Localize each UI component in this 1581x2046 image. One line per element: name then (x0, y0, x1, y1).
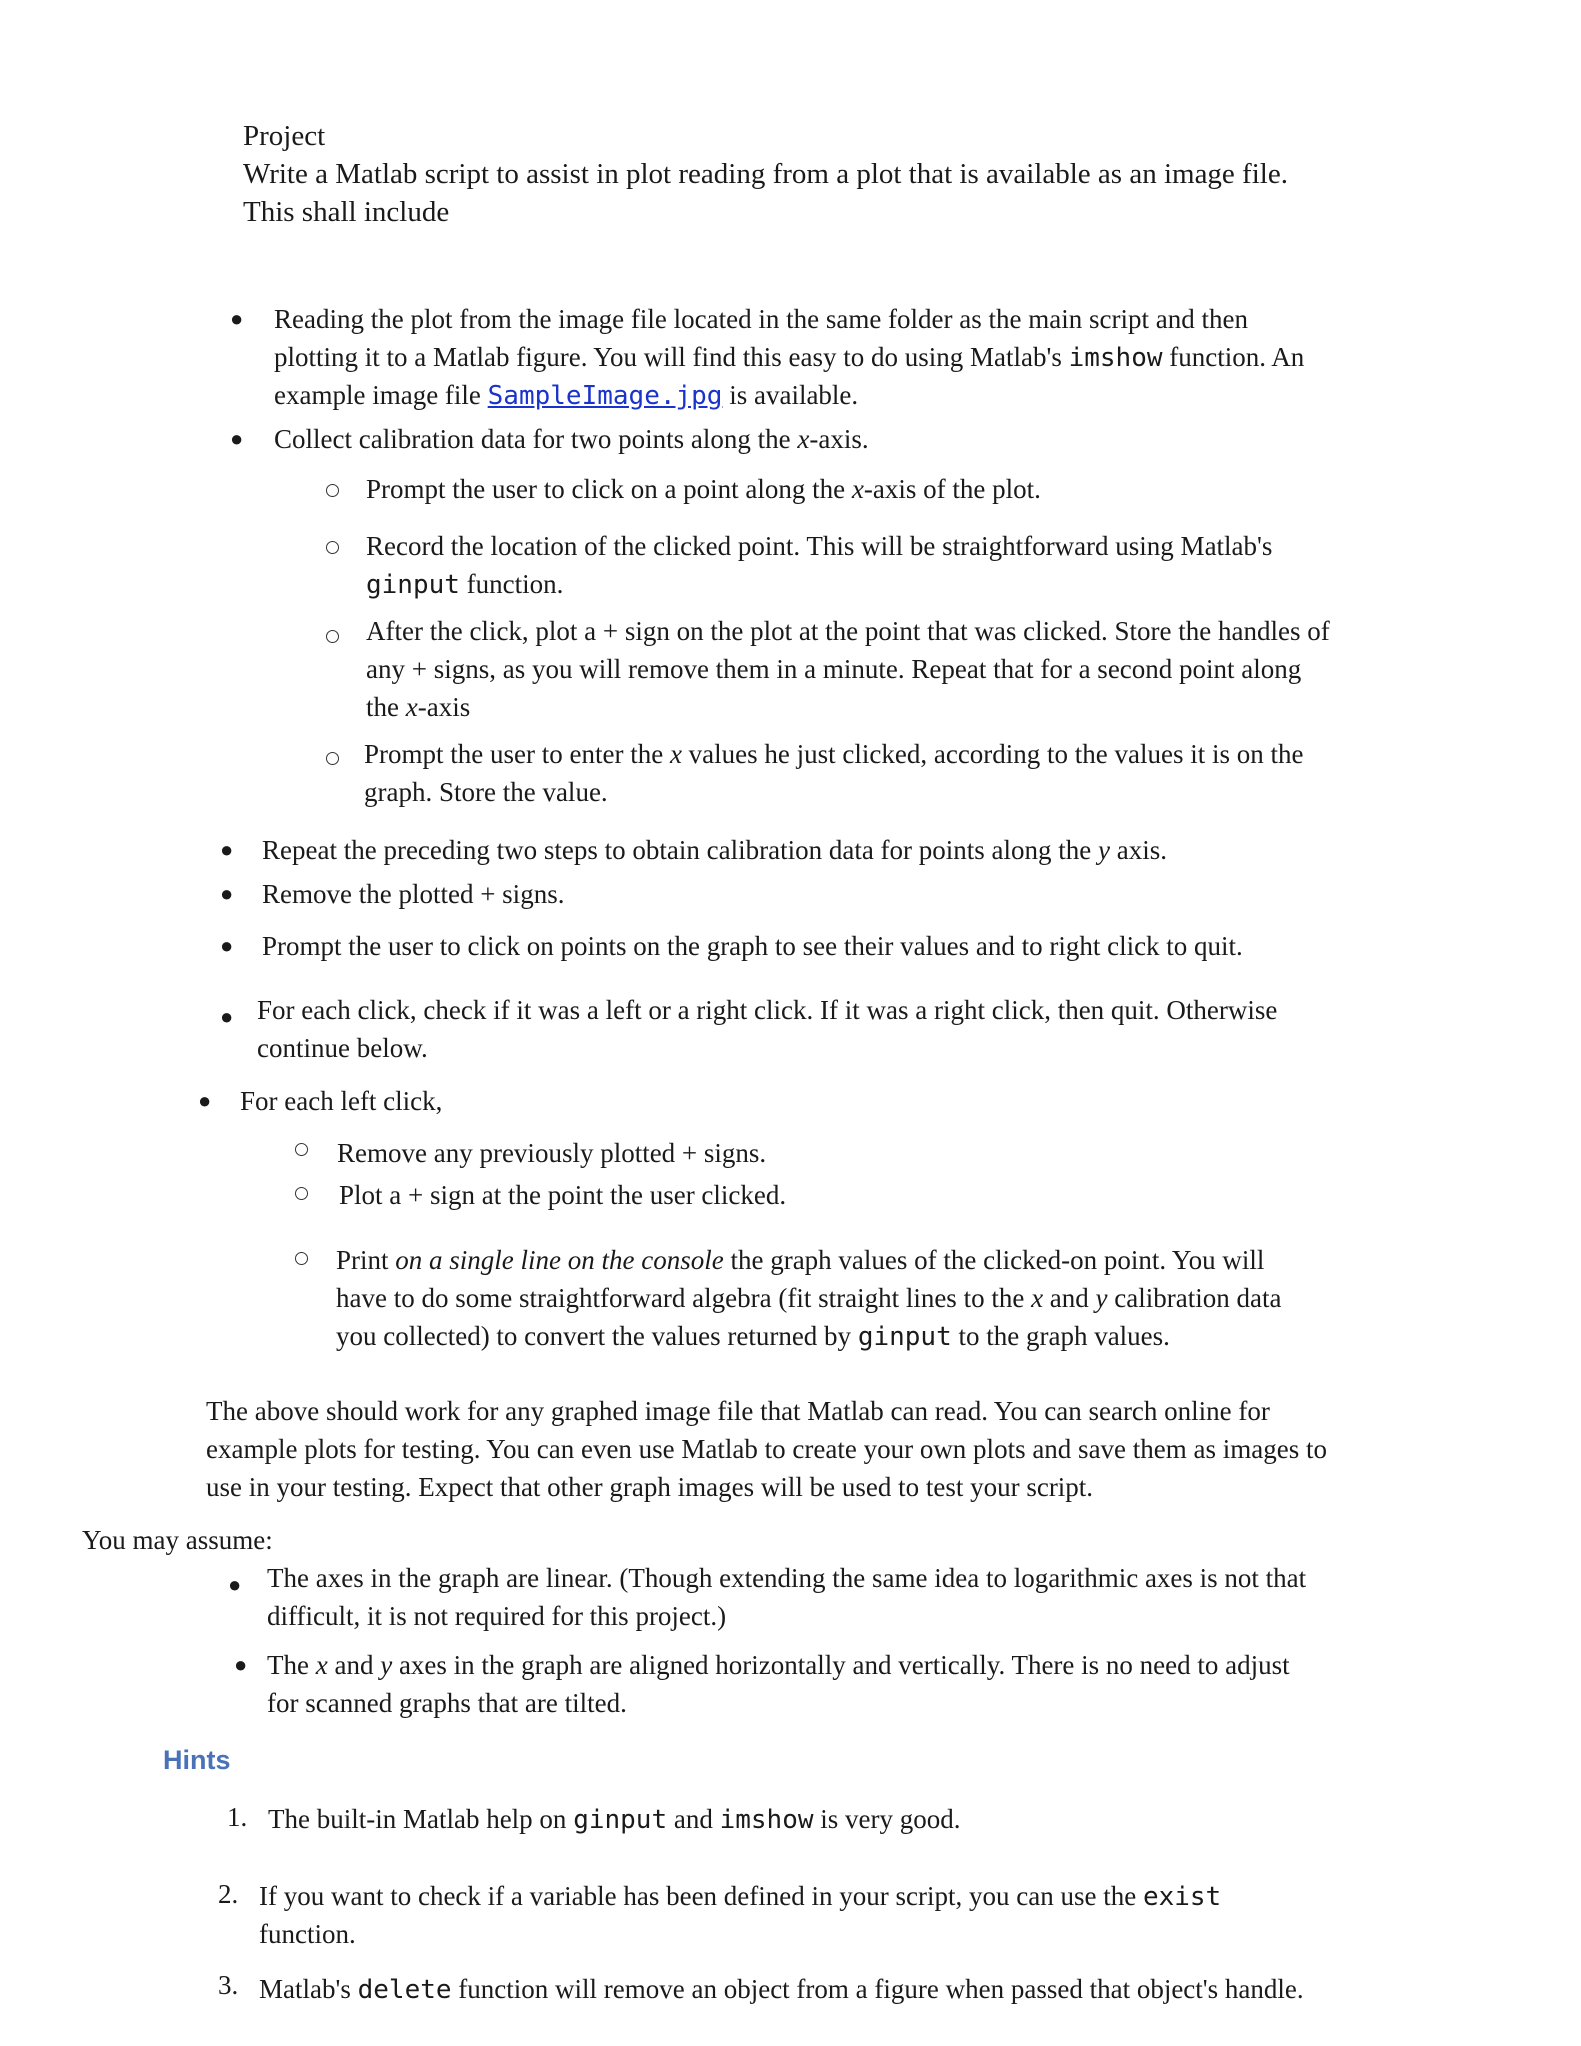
assume-1-line-2: difficult, it is not required for this project.) (267, 1601, 727, 1631)
assume-2-line-1: The x and y axes in the graph are aligned horizontally and vertically. There is no need to adjust (267, 1650, 1290, 1680)
step-7-text: For each left click, (240, 1086, 443, 1116)
hint-2-number: 2. (218, 1879, 239, 1909)
step-2-sub-1: Prompt the user to click on a point along the x-axis of the plot. (366, 474, 1041, 504)
step-2-sub-3-line-2: any + signs, as you will remove them in a minute. Repeat that for a second point along (366, 654, 1302, 684)
code-imshow: imshow (719, 1805, 814, 1835)
sub-bullet-circle (295, 1187, 308, 1200)
step-4-text: Remove the plotted + signs. (262, 879, 565, 909)
hints-heading: Hints (163, 1745, 231, 1775)
hint-2-line-1: If you want to check if a variable has been defined in your script, you can use the exist (259, 1881, 1222, 1912)
sample-image-link[interactable]: SampleImage.jpg (487, 381, 723, 411)
paragraph-line-3: use in your testing. Expect that other graph images will be used to test your script. (206, 1472, 1094, 1502)
paragraph-line-1: The above should work for any graphed image file that Matlab can read. You can search online for (206, 1396, 1270, 1426)
assume-2-line-2: for scanned graphs that are tilted. (267, 1688, 627, 1718)
sub-bullet-circle (295, 1143, 308, 1156)
step-2-text: Collect calibration data for two points along the x-axis. (274, 424, 869, 454)
code-ginput: ginput (573, 1805, 668, 1835)
hint-1-text: The built-in Matlab help on ginput and imshow is very good. (268, 1804, 961, 1835)
step-3-text: Repeat the preceding two steps to obtain calibration data for points along the y axis. (262, 835, 1167, 865)
code-ginput: ginput (857, 1322, 952, 1352)
step-1-line-3: example image file SampleImage.jpg is available. (274, 380, 859, 411)
step-6-line-1: For each click, check if it was a left or a right click. If it was a right click, then quit. Otherwise (257, 995, 1278, 1025)
project-title: Project (243, 120, 326, 152)
assume-heading: You may assume: (82, 1525, 273, 1555)
step-7-sub-1: Remove any previously plotted + signs. (337, 1138, 767, 1168)
bullet-dot: ● (230, 426, 244, 451)
sub-bullet-circle (295, 1252, 308, 1265)
code-exist: exist (1142, 1882, 1222, 1912)
bullet-dot: ● (220, 881, 234, 906)
sub-bullet-circle (326, 541, 339, 554)
step-5-text: Prompt the user to click on points on the graph to see their values and to right click to quit. (262, 931, 1243, 961)
step-2-sub-3-line-1: After the click, plot a + sign on the plot at the point that was clicked. Store the handles of (366, 616, 1330, 646)
step-1-line-2: plotting it to a Matlab figure. You will find this easy to do using Matlab's imshow function. An (274, 342, 1305, 373)
step-1-line-1: Reading the plot from the image file located in the same folder as the main script and then (274, 304, 1248, 334)
code-ginput: ginput (366, 570, 460, 600)
bullet-dot: ● (220, 1004, 234, 1029)
step-2-sub-4-line-2: graph. Store the value. (364, 777, 608, 807)
step-7-sub-3-line-1: Print on a single line on the console the graph values of the clicked-on point. You will (336, 1245, 1265, 1275)
step-2-sub-4-line-1: Prompt the user to enter the x values he just clicked, according to the values it is on the (364, 739, 1304, 769)
intro-text: Write a Matlab script to assist in plot reading from a plot that is available as an image file. This shall include (243, 158, 1288, 228)
step-2-sub-2-line-2: ginput function. (366, 569, 564, 600)
bullet-dot: ● (228, 1572, 242, 1597)
bullet-dot: ● (220, 933, 234, 958)
hint-3-text: Matlab's delete function will remove an object from a figure when passed that object's handle. (259, 1974, 1304, 2005)
step-2-sub-2-line-1: Record the location of the clicked point. This will be straightforward using Matlab's (366, 531, 1273, 561)
bullet-dot: ● (230, 306, 244, 331)
bullet-dot: ● (198, 1088, 212, 1113)
bullet-dot: ● (234, 1652, 248, 1677)
step-7-sub-2: Plot a + sign at the point the user clicked. (339, 1180, 787, 1210)
step-6-line-2: continue below. (257, 1033, 428, 1063)
sub-bullet-circle (326, 752, 339, 765)
sub-bullet-circle (326, 630, 339, 643)
code-delete: delete (357, 1975, 452, 2005)
paragraph-line-2: example plots for testing. You can even use Matlab to create your own plots and save them as images to (206, 1434, 1327, 1464)
step-7-sub-3-line-3: you collected) to convert the values returned by ginput to the graph values. (336, 1321, 1170, 1352)
bullet-dot: ● (220, 837, 234, 862)
step-7-sub-3-line-2: have to do some straightforward algebra (fit straight lines to the x and y calibration data (336, 1283, 1282, 1313)
hint-2-line-2: function. (259, 1919, 356, 1949)
hint-3-number: 3. (218, 1970, 239, 2000)
code-imshow: imshow (1068, 343, 1163, 373)
step-2-sub-3-line-3: the x-axis (366, 692, 471, 722)
hint-1-number: 1. (227, 1802, 248, 1832)
assume-1-line-1: The axes in the graph are linear. (Though extending the same idea to logarithmic axes is not that (267, 1563, 1307, 1593)
sub-bullet-circle (326, 484, 339, 497)
